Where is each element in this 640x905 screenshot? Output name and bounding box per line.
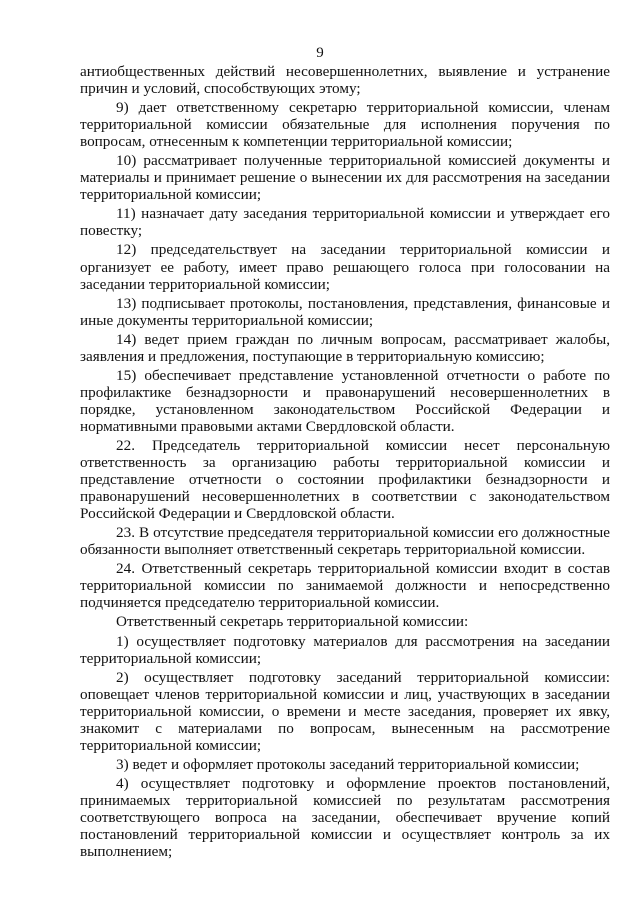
paragraph: Ответственный секретарь территориальной комиссии: [116, 613, 469, 631]
paragraph: 4) осуществляет подготовку и оформление проектов постановлений, принимаемых территориальной комиссией по результатам рассмотрения соответствующего вопроса на заседании, обеспечивает вручение копий постановлений территориальной комиссии и осуществляет контроль за их выполнением; [80, 774, 610, 861]
paragraph: 14) ведет прием граждан по личным вопросам, рассматривает жалобы, заявления и предложения, поступающие в территориальную комиссию; [80, 330, 610, 365]
paragraph: 10) рассматривает полученные территориальной комиссией документы и материалы и принимает решение о вынесении их для рассмотрения на заседании территориальной комиссии; [80, 152, 610, 204]
paragraph: 3) ведет и оформляет протоколы заседаний территориальной комиссии; [116, 755, 580, 773]
body-text [80, 63, 610, 860]
paragraph: 15) обеспечивает представление установленной отчетности о работе по профилактике безнадзорности и правонарушений несовершеннолетних в порядке, установленном законодательством Российской Федерации и нормативными правовыми актами Свердловской области. [80, 366, 610, 435]
paragraph: 22. Председатель территориальной комиссии несет персональную ответственность за организацию работы территориальной комиссии и представление отчетности о состоянии профилактики безнадзорности и правонарушений несовершеннолетних в соответствии с законодательством Российской Федерации и Свердловской области. [80, 436, 610, 523]
paragraph: 23. В отсутствие председателя территориальной комиссии его должностные обязанности выполняет ответственный секретарь территориальной комиссии. [80, 524, 610, 559]
page-number: 9 [316, 45, 324, 61]
paragraph: 2) осуществляет подготовку заседаний территориальной комиссии: оповещает членов территориальной комиссии и лиц, участвующих в заседании территориальной комиссии, о времени и месте заседания, проверяет их явку, знакомит с материалами по вопросам, вынесенным на рассмотрение территориальной комиссии; [80, 668, 610, 754]
paragraph: 12) председательствует на заседании территориальной комиссии и организует ее работу, имеет право решающего голоса при голосовании на заседании территориальной комиссии; [80, 241, 610, 293]
paragraph: 11) назначает дату заседания территориальной комиссии и утверждает его повестку; [80, 205, 610, 240]
paragraph: 13) подписывает протоколы, постановления, представления, финансовые и иные документы территориальной комиссии; [80, 294, 610, 329]
paragraph: 9) дает ответственному секретарю территориальной комиссии, членам территориальной комиссии обязательные для исполнения поручения по вопросам, отнесенным к компетенции территориальной комиссии; [80, 99, 610, 151]
paragraph: 24. Ответственный секретарь территориальной комиссии входит в состав территориальной комиссии по занимаемой должности и непосредственно подчиняется председателю территориальной комиссии. [80, 560, 610, 612]
paragraph: антиобщественных действий несовершеннолетних, выявление и устранение причин и условий, способствующих этому; [80, 63, 610, 98]
paragraph: 1) осуществляет подготовку материалов для рассмотрения на заседании территориальной комиссии; [80, 632, 610, 667]
